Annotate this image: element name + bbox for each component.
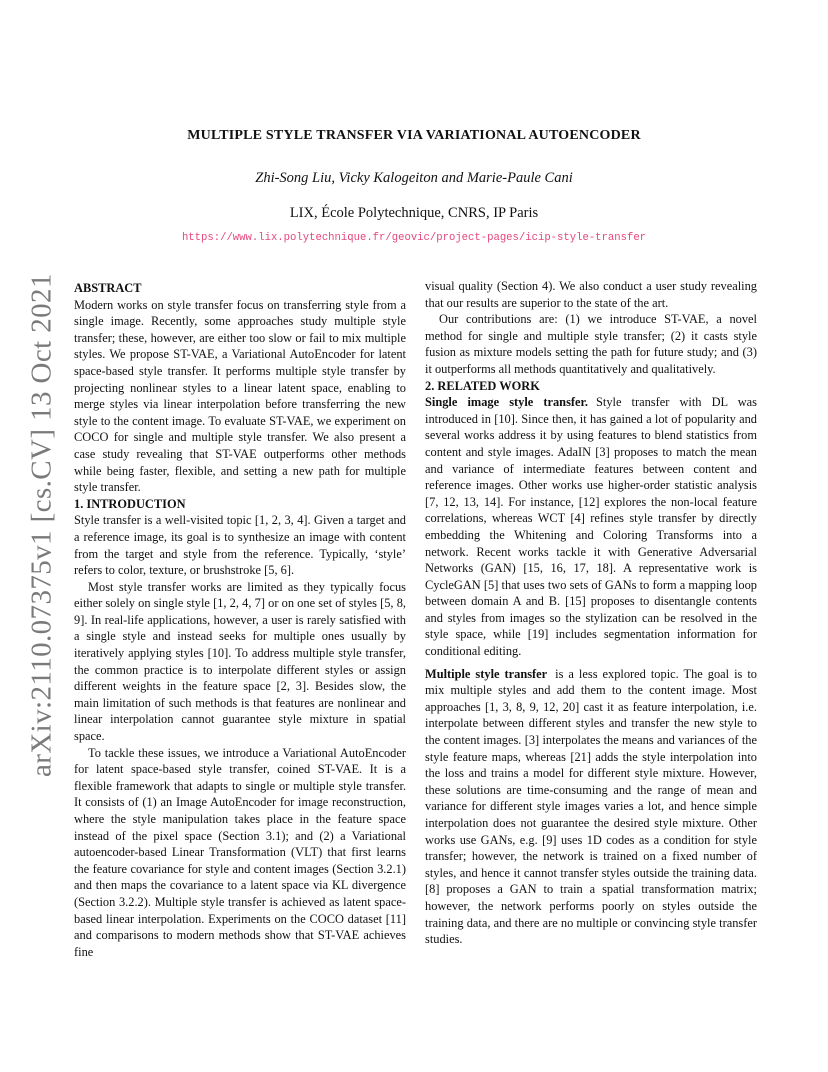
single-style-run-head: Single image style transfer. <box>425 395 588 410</box>
paper-authors: Zhi-Song Liu, Vicky Kalogeiton and Marie-Paule Cani <box>255 170 573 186</box>
single-style-paragraph <box>425 394 757 660</box>
project-url-link[interactable]: https://www.lix.polytechnique.fr/geovic/project-pages/icip-style-transfer <box>181 232 647 244</box>
intro-paragraph-1: Style transfer is a well-visited topic [1, 2, 3, 4]. Given a target and a reference image, its goal is to synthesize an image with content from the target and style from the reference. Typically, ‘style’ refers to color, texture, or brushstroke [5, 6]. <box>74 513 406 578</box>
multiple-style-text: is a less explored topic. The goal is to mix multiple styles and add them to the content image. Most approaches [1, 3, 8, 9, 12, 20] cast it as feature interpolation, i.e. interpolate between different styles and transfer the new style to the content images. [3] interpolates the means and variances of the style feature maps, whereas [21] adds the style interpolation into the loss and trains a model for different style mixture. However, these solutions are time-consuming and the range of mean and variance for different style images varies a lot, and hence simple interpolation does not guarantee the desired style mixture. Other works use GANs, e.g. [9] uses 1D codes as a condition for style transfer; however, the network is trained on a fixed number of styles, and hence it cannot transfer styles outside the training data. [8] proposes a GAN to train a spatial transformation matrix; however, the network performs poorly on styles outside the training data, and there are no multiple or convincing style transfer studies. <box>425 666 757 947</box>
intro-paragraph-3: To tackle these issues, we introduce a Variational AutoEncoder for latent space-based style transfer, coined ST-VAE. It is a flexible framework that adapts to single or multiple style transfer. It consists of (1) an Image AutoEncoder for image reconstruction, where the style manipulation takes place in the feature space instead of the pixel space (Section 3.1); and (2) a Variational autoencoder-based Linear Transformation (VLT) that first learns the feature covariance for style and content images (Section 3.2.1) and then maps the covariance to a latent space via KL divergence (Section 3.2.2). Multiple style transfer is achieved as latent space-based linear interpolation. Experiments on the COCO dataset [11] and comparisons to modern methods show that ST-VAE achieves fine <box>74 745 406 959</box>
abstract-text: Modern works on style transfer focus on transferring style from a single image. Recently, some approaches study multiple style transfer; these, however, are either too slow or fail to mix multiple styles. We propose ST-VAE, a Variational AutoEncoder for latent space-based style transfer. It performs multiple style transfer by projecting nonlinear styles to a linear latent space, enabling to merge styles via linear interpolation before transferring the new style to the content image. To evaluate ST-VAE, we experiment on COCO for single and multiple style transfer. We also present a case study revealing that ST-VAE outperforms other methods while being faster, flexible, and setting a new path for multiple style transfer. <box>74 297 406 495</box>
related-work-heading: 2. RELATED WORK <box>425 378 540 393</box>
multiple-style-run-head: Multiple style transfer <box>425 666 548 681</box>
introduction-heading: 1. INTRODUCTION <box>74 496 186 511</box>
multiple-style-paragraph <box>425 666 757 948</box>
single-style-text: Style transfer with DL was introduced in [10]. Since then, it has gained a lot of popularity and several works address it by using features to blend statistics from content and style images. AdaIN [3] proposes to match the mean and variance of intermediate features between content and reference images. Other works use higher-order statistic analysis [7, 12, 13, 14]. For instance, [12] explores the non-local feature correlations, whereas WCT [4] refines style transfer by directly embedding the Whitening and Coloring Transforms into a network. Recent works tackle it with Generative Adversarial Networks (GAN) [15, 16, 17, 18]. A representative work is CycleGAN [5] that uses two sets of GANs to form a mapping loop between domain A and B. [15] proposes to disentangle contents and styles from images so the stylization can be resolved in the style space, while [19] includes segmentation information for conditional editing. <box>425 395 757 659</box>
paper-title: MULTIPLE STYLE TRANSFER VIA VARIATIONAL AUTOENCODER <box>187 128 641 143</box>
paper-affiliation: LIX, École Polytechnique, CNRS, IP Paris <box>289 205 539 221</box>
arxiv-sidebar-stamp: arXiv:2110.07375v1 [cs.CV] 13 Oct 2021 <box>25 273 58 777</box>
contributions-paragraph: Our contributions are: (1) we introduce ST-VAE, a novel method for single and multiple style transfer; (2) it casts style fusion as mixture models setting the path for future study; and (3) it outperforms all methods quantitatively and qualitatively. <box>425 312 757 376</box>
right-column <box>425 278 757 948</box>
intro-paragraph-2: Most style transfer works are limited as they typically focus either solely on single style [1, 2, 4, 7] or on one set of styles [5, 8, 9]. In real-life applications, however, a user is rarely satisfied with a single style and instead seeks for multiple ones usually by iteratively applying styles [10]. To address multiple style transfer, the common practice is to interpolate different styles or assign different weights in the feature space [2, 3]. Besides slow, the main limitation of such methods is that features are nonlinear and linear interpolation cannot guarantee style mixture in spatial space. <box>74 579 406 744</box>
left-column <box>74 280 406 960</box>
abstract-heading: ABSTRACT <box>74 281 142 295</box>
intro-paragraph-4: visual quality (Section 4). We also conduct a user study revealing that our results are superior to the state of the art. <box>425 279 757 310</box>
